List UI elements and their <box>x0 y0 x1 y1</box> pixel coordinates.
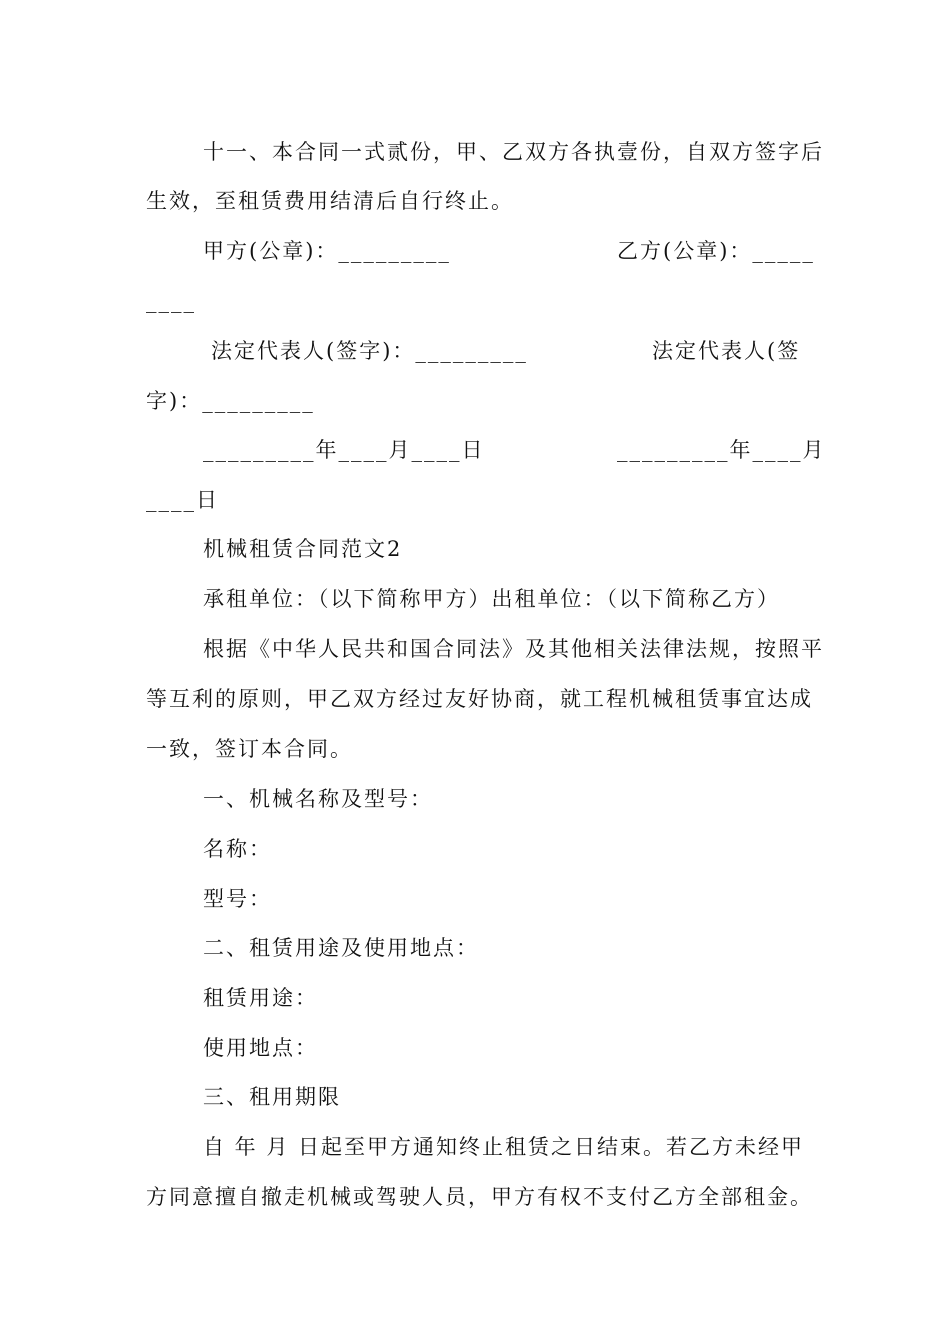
preamble-line-1: 根据《中华人民共和国合同法》及其他相关法律法规，按照平 <box>203 637 824 661</box>
machine-name-label: 名称： <box>203 837 272 861</box>
representative-a: 法定代表人(签字)：_________ <box>211 339 528 363</box>
contract-parties: 承租单位：（以下简称甲方）出租单位：（以下简称乙方） <box>203 587 780 611</box>
representative-b: 法定代表人(签 <box>652 339 801 363</box>
date-b-continued: ____日 <box>146 488 219 512</box>
representative-b-continued: 字)：_________ <box>146 389 315 413</box>
use-location-label: 使用地点： <box>203 1036 318 1060</box>
date-b: _________年____月 <box>617 438 826 462</box>
lease-term-line-2: 方同意擅自撤走机械或驾驶人员，甲方有权不支付乙方全部租金。 <box>146 1185 813 1209</box>
contract-2-title: 机械租赁合同范文2 <box>203 537 403 561</box>
section-3-heading: 三、租用期限 <box>203 1085 341 1109</box>
preamble-line-2: 等互利的原则，甲乙双方经过友好协商，就工程机械租赁事宜达成 <box>146 687 813 711</box>
clause-11-line-2: 生效，至租赁费用结清后自行终止。 <box>146 189 514 213</box>
preamble-line-3: 一致，签订本合同。 <box>146 737 353 761</box>
party-b-seal: 乙方(公章)：_____ <box>617 239 815 263</box>
section-2-heading: 二、租赁用途及使用地点： <box>203 936 479 960</box>
party-a-seal: 甲方(公章)：_________ <box>203 239 451 263</box>
machine-model-label: 型号： <box>203 887 272 911</box>
section-1-heading: 一、机械名称及型号： <box>203 787 433 811</box>
lease-purpose-label: 租赁用途： <box>203 986 318 1010</box>
lease-term-line-1: 自 年 月 日起至甲方通知终止租赁之日结束。若乙方未经甲 <box>203 1135 805 1159</box>
date-a: _________年____月____日 <box>203 438 485 462</box>
clause-11-line-1: 十一、本合同一式贰份，甲、乙双方各执壹份，自双方签字后 <box>203 140 824 164</box>
party-b-seal-continued: ____ <box>146 289 196 313</box>
